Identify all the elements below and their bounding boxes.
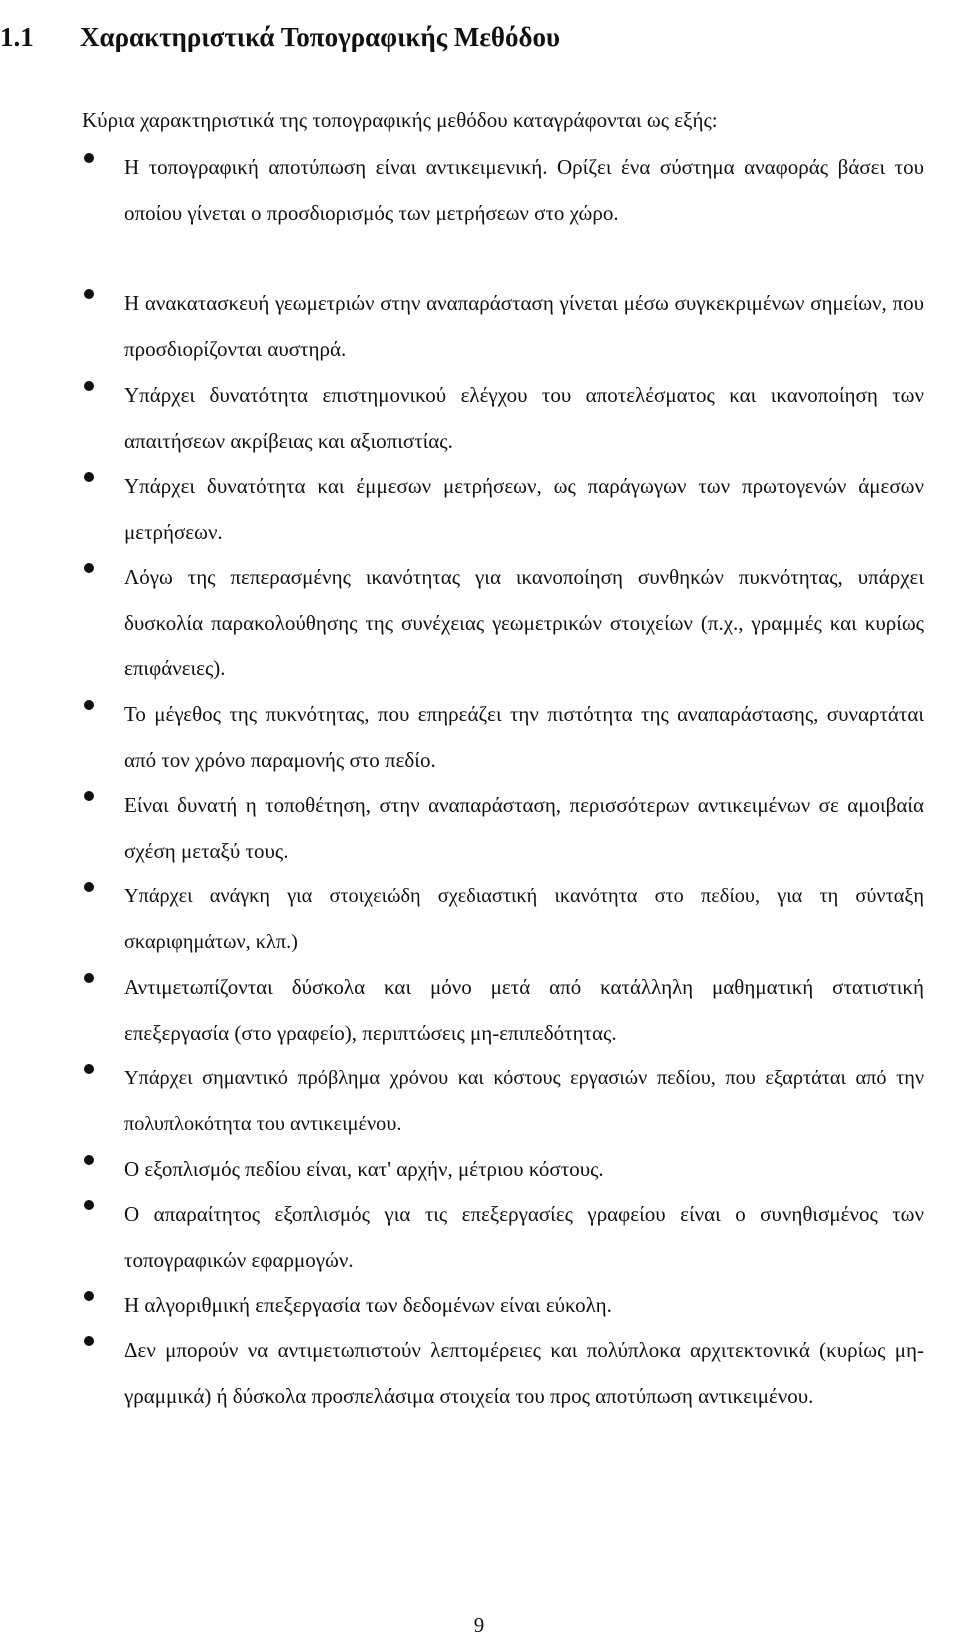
list-item-text: Η αλγοριθμική επεξεργασία των δεδομένων είναι εύκολη.	[124, 1293, 612, 1317]
bullet-icon	[84, 1155, 94, 1165]
list-item-text: Ο απαραίτητος εξοπλισμός για τις επεξεργασίες γραφείου είναι ο συνηθισμένος των τοπογραφικών εφαρμογών.	[124, 1202, 924, 1272]
list-item-text: Υπάρχει ανάγκη για στοιχειώδη σχεδιαστική ικανότητα στο πεδίου, για τη σύνταξη σκαριφημάτων, κλπ.)	[124, 885, 924, 953]
bullet-icon	[84, 472, 94, 482]
list-item-text: Λόγω της πεπερασμένης ικανότητας για ικανοποίηση συνθηκών πυκνότητας, υπάρχει δυσκολία παρακολούθησης της συνέχειας γεωμετρικών στοιχείων (π.χ., γραμμές και κυρίως επιφάνειες).	[124, 565, 924, 680]
list-item-text: Υπάρχει δυνατότητα και έμμεσων μετρήσεων, ως παράγωγων των πρωτογενών άμεσων μετρήσεων.	[124, 474, 924, 544]
list-item-text: Αντιμετωπίζονται δύσκολα και μόνο μετά από κατάλληλη μαθηματική στατιστική επεξεργασία (στο γραφείο), περιπτώσεις μη-επιπεδότητας.	[124, 975, 924, 1045]
section-heading	[0, 20, 560, 54]
list-item-text: Δεν μπορούν να αντιμετωπιστούν λεπτομέρειες και πολύπλοκα αρχιτεκτονικά (κυρίως μη-γραμμικά) ή δύσκολα προσπελάσιμα στοιχεία του προς αποτύπωση αντικειμένου.	[124, 1338, 924, 1408]
list-item-text: Το μέγεθος της πυκνότητας, που επηρεάζει την πιστότητα της αναπαράστασης, συναρτάται από τον χρόνο παραμονής στο πεδίο.	[124, 702, 924, 772]
intro-paragraph: Κύρια χαρακτηριστικά της τοπογραφικής μεθόδου καταγράφονται ως εξής:	[82, 108, 718, 132]
section-number: 1.1	[0, 22, 34, 53]
list-item-text: Υπάρχει σημαντικό πρόβλημα χρόνου και κόστους εργασιών πεδίου, που εξαρτάται από την πολυπλοκότητα του αντικειμένου.	[124, 1067, 924, 1135]
bullet-icon	[84, 153, 94, 163]
list-item-text: Ο εξοπλισμός πεδίου είναι, κατ' αρχήν, μέτριου κόστους.	[124, 1157, 604, 1181]
list-item-text: Η ανακατασκευή γεωμετριών στην αναπαράσταση γίνεται μέσω συγκεκριμένων σημείων, που προσδιορίζονται αυστηρά.	[124, 291, 924, 361]
bullet-icon	[84, 1200, 94, 1210]
bullet-icon	[84, 973, 94, 983]
list-item-text: Υπάρχει δυνατότητα επιστημονικού ελέγχου του αποτελέσματος και ικανοποίηση των απαιτήσεων ακρίβειας και αξιοπιστίας.	[124, 383, 924, 453]
page-number: 9	[473, 1613, 485, 1637]
section-title: Χαρακτηριστικά Τοπογραφικής Μεθόδου	[80, 22, 561, 53]
list-item-text: Είναι δυνατή η τοποθέτηση, στην αναπαράσταση, περισσότερων αντικειμένων σε αμοιβαία σχέση μεταξύ τους.	[124, 793, 924, 863]
bullet-icon	[84, 882, 94, 892]
bullet-icon	[84, 791, 94, 801]
bullet-icon	[84, 563, 94, 573]
list-item-text: Η τοπογραφική αποτύπωση είναι αντικειμενική. Ορίζει ένα σύστημα αναφοράς βάσει του οποίου γίνεται ο προσδιορισμός των μετρήσεων στο χώρο.	[124, 155, 924, 225]
bullet-icon	[84, 700, 94, 710]
bullet-icon	[84, 1336, 94, 1346]
bullet-icon	[84, 1291, 94, 1301]
bullet-icon	[84, 289, 94, 299]
bullet-icon	[84, 381, 94, 391]
bullet-icon	[84, 1064, 94, 1074]
